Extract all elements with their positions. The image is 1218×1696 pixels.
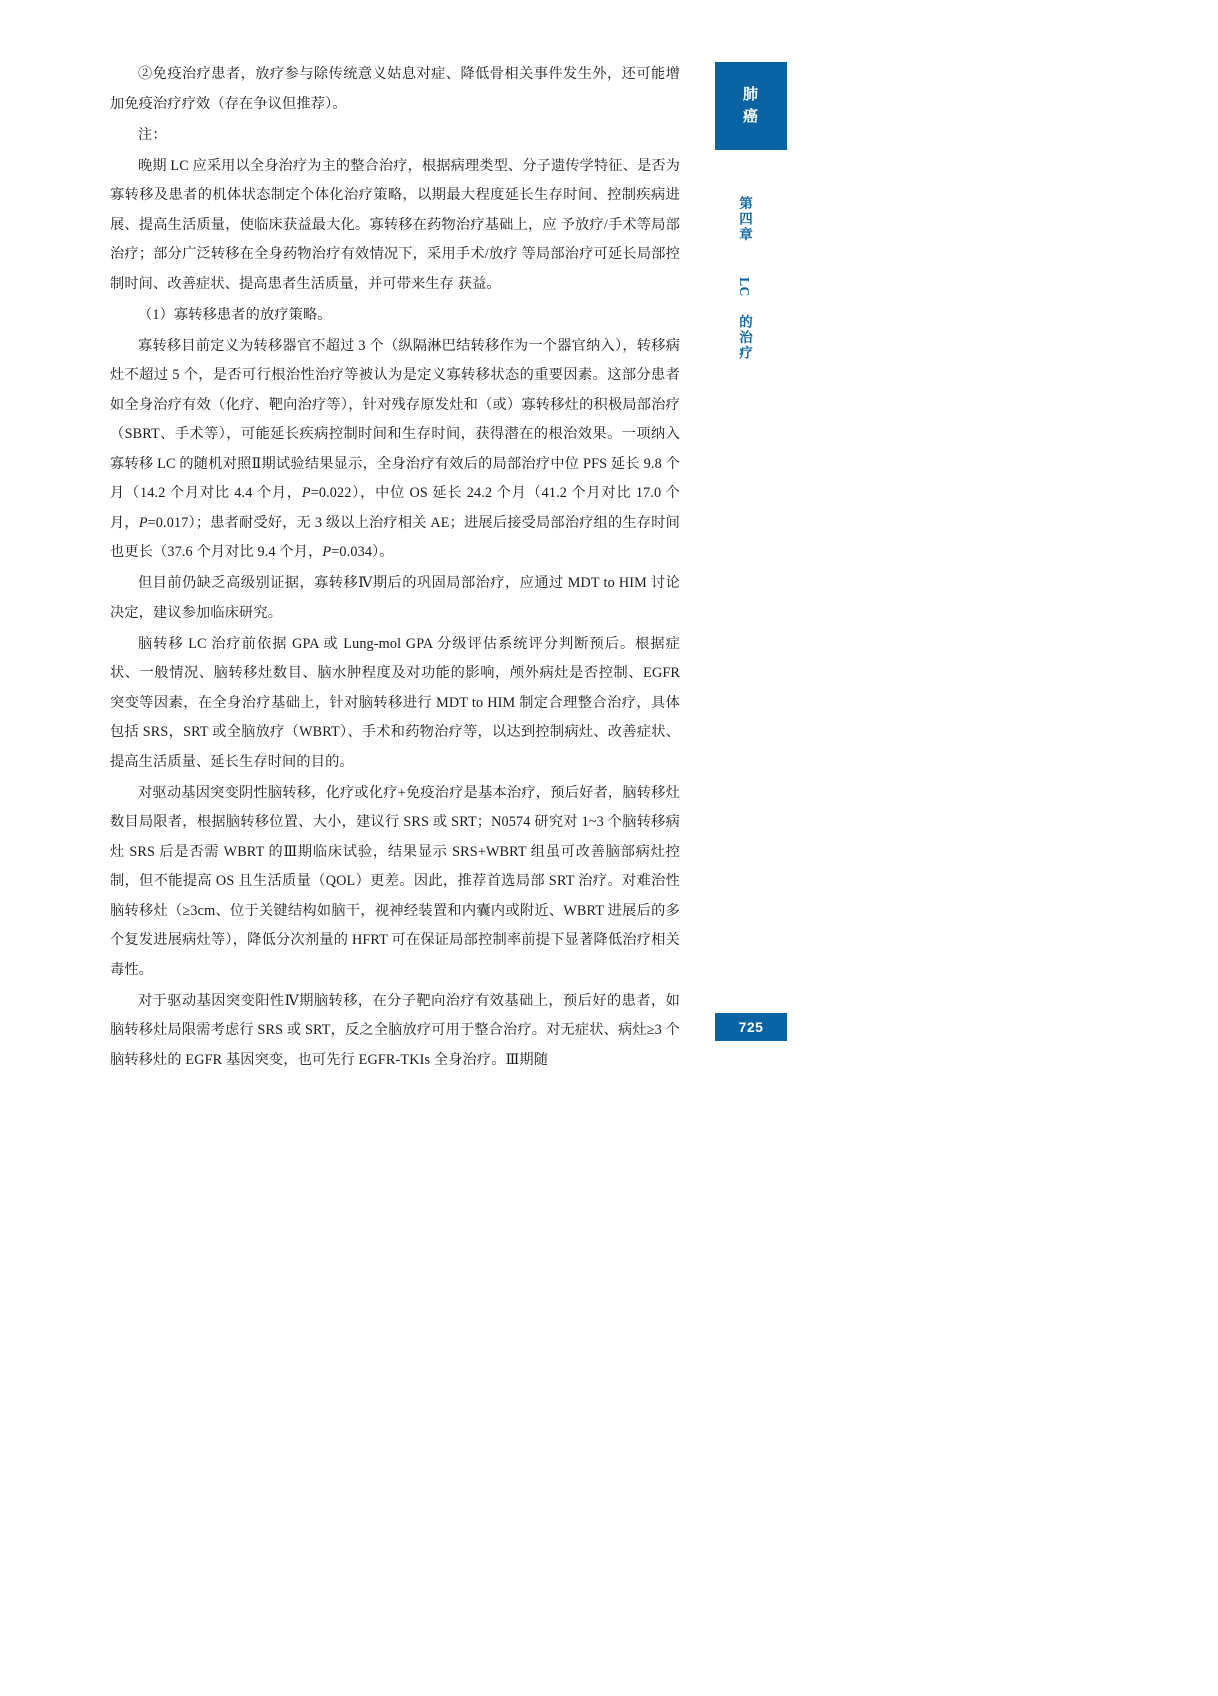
chapter-subtitle-lc: [733, 276, 755, 298]
paragraph: （1）寡转移患者的放疗策略。: [138, 306, 332, 323]
body-text-column: [110, 60, 680, 1077]
chapter-marker: [733, 196, 755, 361]
paragraph: 晚期 LC 应采用以全身治疗为主的整合治疗，根据病理类型、分子遗传学特征、是否为寡转移及患者的机体状态制定个体化治疗策略，以期最大程度延长生存时间、控制疾病进展、提高生活质量，使临床获益最大化。寡转移在药物治疗基础上，应 予放疗/手术等局部治疗；部分广泛转移在全身药物治疗有效情况下，采用手术/放疗 等局部治疗可延长局部控制时间、改善症状、提高患者生活质量，并可带来生存 获益。: [110, 157, 680, 292]
chapter-subtitle-rest: 的治疗: [737, 314, 752, 361]
paragraph: ②免疫治疗患者，放疗参与除传统意义姑息对症、降低骨相关事件发生外，还可能增加免疫治疗疗效（存在争议但推荐）。: [110, 66, 680, 112]
section-tab-line2: 癌: [742, 108, 759, 125]
paragraph: 对于驱动基因突变阳性Ⅳ期脑转移，在分子靶向治疗有效基础上，预后好的患者，如脑转移灶局限需考虑行 SRS 或 SRT，反之全脑放疗可用于整合治疗。对无症状、病灶≥3 个脑转移灶的 EGFR 基因突变，也可先行 EGFR-TKIs 全身治疗。Ⅲ期随: [110, 992, 680, 1068]
paragraph: 注：: [138, 126, 167, 143]
section-tab-line1: 肺: [742, 86, 759, 103]
chapter-number: 第四章: [737, 196, 752, 243]
page-number: 725: [715, 1013, 787, 1041]
paragraph: 对驱动基因突变阴性脑转移，化疗或化疗+免疫治疗是基本治疗，预后好者，脑转移灶数目局限者，根据脑转移位置、大小，建议行 SRS 或 SRT；N0574 研究对 1~3 个脑转移病灶 SRS 后是否需 WBRT 的Ⅲ期临床试验，结果显示 SRS+WBRT 组虽可改善脑部病灶控制，但不能提高 OS 且生活质量（QOL）更差。因此，推荐首选局部 SRT 治疗。对难治性脑转移灶（≥3cm、位于关键结构如脑干，视神经装置和内囊内或附近、WBRT 进展后的多个复发进展病灶等），降低分次剂量的 HFRT 可在保证局部控制率前提下显著降低治疗相关毒性。: [110, 784, 680, 978]
paragraph: 脑转移 LC 治疗前依据 GPA 或 Lung-mol GPA 分级评估系统评分判断预后。根据症状、一般情况、脑转移灶数目、脑水肿程度及对功能的影响，颅外病灶是否控制、EGFR 突变等因素，在全身治疗基础上，针对脑转移进行 MDT to HIM 制定合理整合治疗，具体包括 SRS，SRT 或全脑放疗（WBRT）、手术和药物治疗等，以达到控制病灶、改善症状、提高生活质量、延长生存时间的目的。: [110, 635, 680, 770]
chapter-subtitle-lc-text: LC: [737, 276, 753, 297]
section-tab-lung-cancer: [715, 62, 787, 150]
paragraph: 但目前仍缺乏高级别证据，寡转移Ⅳ期后的巩固局部治疗，应通过 MDT to HIM 讨论决定，建议参加临床研究。: [110, 575, 680, 621]
paragraph: 寡转移目前定义为转移器官不超过 3 个（纵隔淋巴结转移作为一个器官纳入），转移病灶不超过 5 个，是否可行根治性治疗等被认为是定义寡转移状态的重要因素。这部分患者如全身治疗有效（化疗、靶向治疗等），针对残存原发灶和（或）寡转移灶的积极局部治疗（SBRT、手术等），可能延长疾病控制时间和生存时间，获得潜在的根治效果。一项纳入寡转移 LC 的随机对照Ⅱ期试验结果显示，全身治疗有效后的局部治疗中位 PFS 延长 9.8 个月（14.2 个月对比 4.4 个月，P=0.022），中位 OS 延长 24.2 个月（41.2 个月对比 17.0 个月，P=0.017）；患者耐受好，无 3 级以上治疗相关 AE；进展后接受局部治疗组的生存时间也更长（37.6 个月对比 9.4 个月，P=0.034）。: [110, 337, 680, 560]
